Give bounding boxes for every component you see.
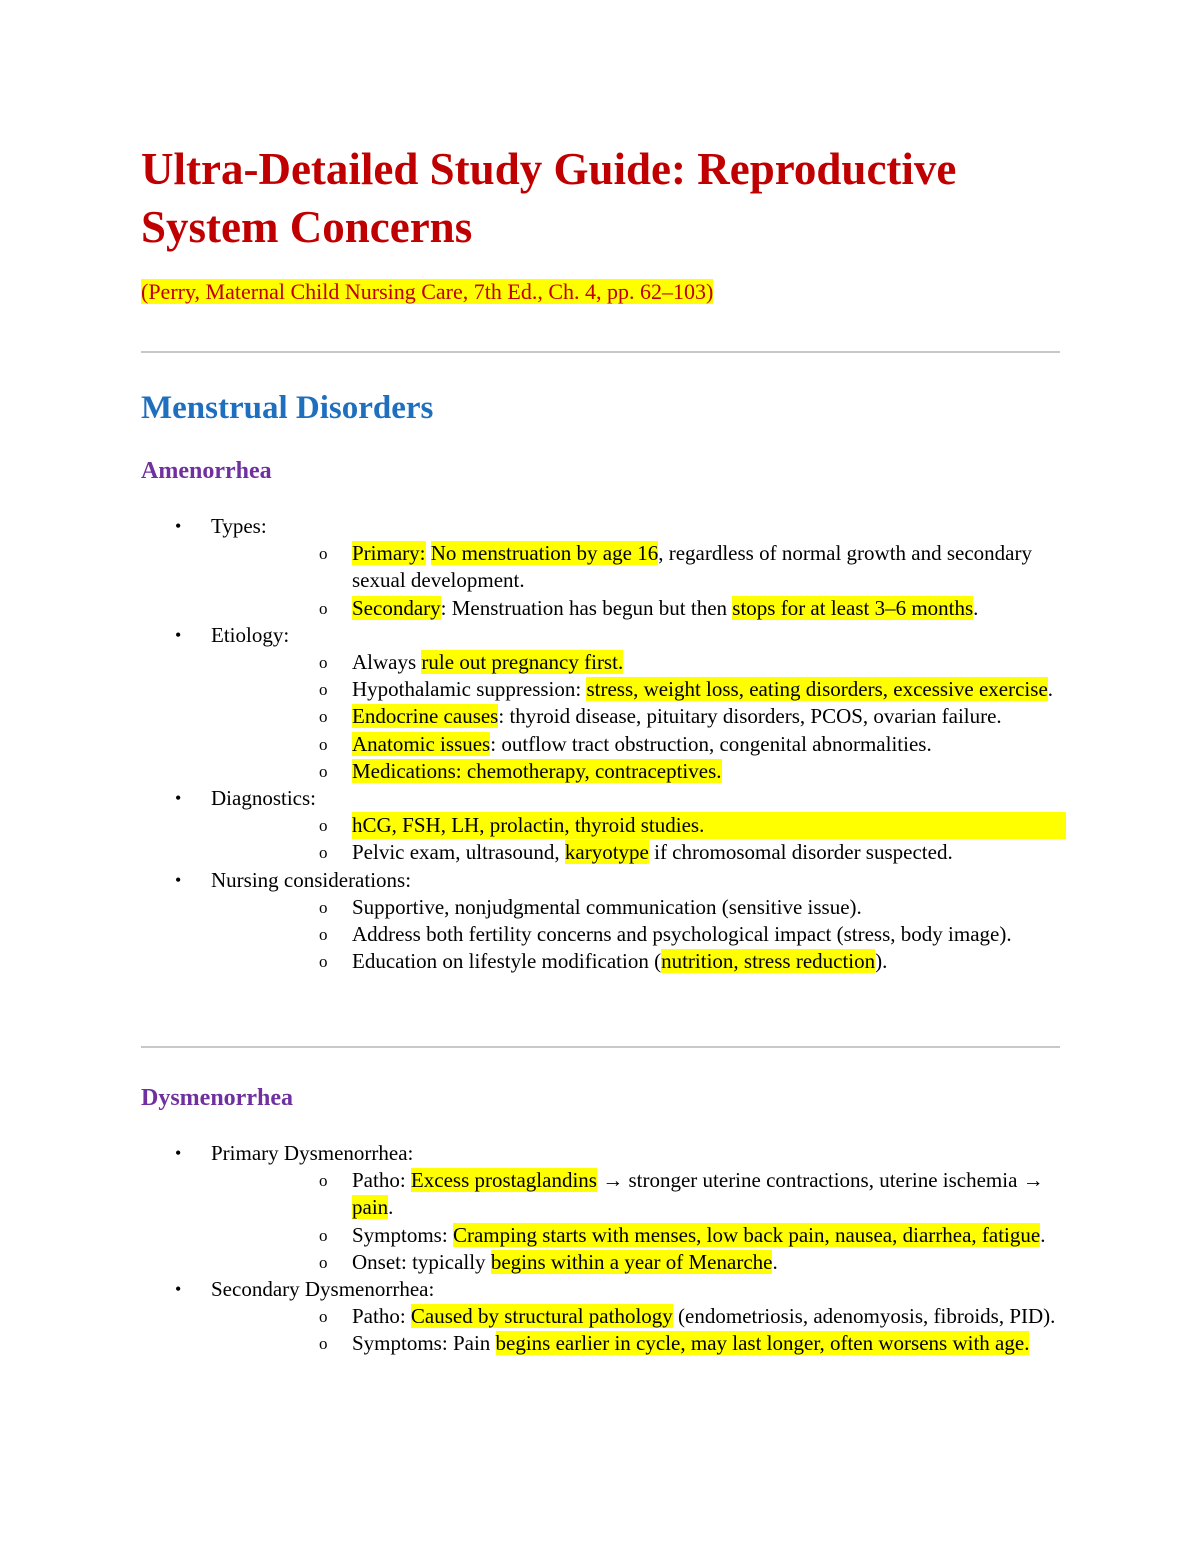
citation	[141, 278, 713, 306]
types-label: Types:	[211, 514, 267, 538]
list-item: o Address both fertility concerns and psychological impact (stress, body image).	[352, 921, 1066, 948]
list-item: o Symptoms: Pain begins earlier in cycle, may last longer, often worsens with age.	[352, 1330, 1066, 1357]
amenorrhea-list	[141, 513, 1066, 975]
dysmenorrhea-list	[141, 1140, 1066, 1358]
etiology-sublist	[211, 649, 1066, 785]
etiology-label: Etiology:	[211, 622, 290, 647]
list-item: o Symptoms: Cramping starts with menses, low back pain, nausea, diarrhea, fatigue.	[352, 1222, 1066, 1249]
list-item	[141, 1276, 1066, 1358]
primary-sublist	[211, 1167, 1066, 1276]
list-item: o Supportive, nonjudgmental communication (sensitive issue).	[352, 894, 1066, 921]
list-item	[141, 622, 1066, 785]
list-item: o Education on lifestyle modification (nutrition, stress reduction).	[352, 948, 1066, 975]
list-item: o Anatomic issues: outflow tract obstruction, congenital abnormalities.	[352, 731, 1066, 758]
dysmenorrhea-heading: Dysmenorrhea	[141, 1085, 293, 1111]
section-title: Menstrual Disorders	[141, 390, 434, 426]
divider-top	[141, 351, 1060, 353]
list-item	[141, 1140, 1066, 1276]
amenorrhea-heading: Amenorrhea	[141, 458, 272, 484]
primary-dysmenorrhea-label: Primary Dysmenorrhea:	[211, 1141, 414, 1165]
list-item: o Pelvic exam, ultrasound, karyotype if chromosomal disorder suspected.	[352, 839, 1066, 866]
list-item: o Always rule out pregnancy first.	[352, 649, 1066, 676]
diagnostics-sublist	[211, 812, 1066, 866]
nursing-label: Nursing considerations:	[211, 867, 412, 892]
list-item: o Hypothalamic suppression: stress, weight loss, eating disorders, excessive exercise.	[352, 676, 1066, 703]
list-item: o hCG, FSH, LH, prolactin, thyroid studies.	[352, 812, 1066, 839]
list-item: o Patho: Caused by structural pathology (endometriosis, adenomyosis, fibroids, PID).	[352, 1303, 1066, 1330]
divider-middle	[141, 1046, 1060, 1048]
citation-highlight: (Perry, Maternal Child Nursing Care, 7th Ed., Ch. 4, pp. 62–103)	[141, 279, 714, 304]
list-item: o Endocrine causes: thyroid disease, pituitary disorders, PCOS, ovarian failure.	[352, 703, 1066, 730]
list-item: o Primary: No menstruation by age 16, regardless of normal growth and secondary sexual development.	[352, 540, 1066, 594]
list-item	[141, 785, 1066, 867]
secondary-dysmenorrhea-label: Secondary Dysmenorrhea:	[211, 1277, 435, 1302]
list-item	[141, 513, 1066, 622]
list-item: o Secondary: Menstruation has begun but then stops for at least 3–6 months.	[352, 595, 1066, 622]
secondary-sublist	[211, 1303, 1066, 1357]
list-item: o Patho: Excess prostaglandins → stronger uterine contractions, uterine ischemia → pain.	[352, 1167, 1066, 1221]
page-title: Ultra-Detailed Study Guide: Reproductive System Concerns	[141, 144, 957, 252]
diagnostics-label: Diagnostics:	[211, 786, 316, 811]
types-sublist	[211, 540, 1066, 622]
list-item	[141, 867, 1066, 976]
list-item: o Onset: typically begins within a year of Menarche.	[352, 1249, 1066, 1276]
list-item: o Medications: chemotherapy, contraceptives.	[352, 758, 1066, 785]
nursing-sublist	[211, 894, 1066, 976]
